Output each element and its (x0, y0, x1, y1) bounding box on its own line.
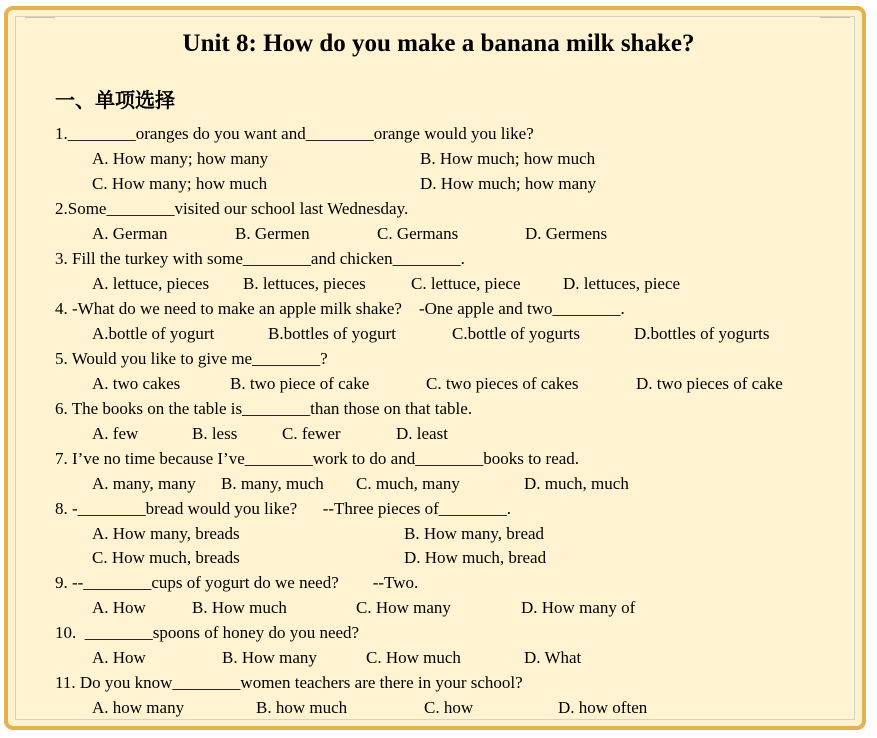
question-stem: 7. I’ve no time because I’ve________work to do and________books to read. (55, 449, 580, 468)
option-d: D. Germens (525, 224, 608, 243)
question-stem: 6. The books on the table is________than those on that table. (55, 399, 473, 418)
option-c: C. lettuce, piece (411, 274, 521, 293)
question-stem: 2.Some________visited our school last Wednesday. (55, 199, 409, 218)
option-d: D.bottles of yogurts (634, 324, 770, 343)
option-a: A. How many; how many (92, 149, 269, 168)
option-a: A. German (92, 224, 168, 243)
option-b: B. less (192, 424, 238, 443)
option-b: B. lettuces, pieces (243, 274, 366, 293)
option-b: B. Germen (235, 224, 310, 243)
option-b: B. how much (256, 698, 348, 717)
option-c: C. How much (366, 648, 461, 667)
question-stem: 5. Would you like to give me________? (55, 349, 328, 368)
option-a: A. few (92, 424, 139, 443)
question-stem: 4. -What do we need to make an apple milk shake? -One apple and two________. (55, 299, 625, 318)
option-d: D. much, much (524, 474, 629, 493)
option-b: B. many, much (221, 474, 324, 493)
option-b: B. How many, bread (404, 524, 545, 543)
option-c: C. much, many (356, 474, 460, 493)
option-c: C. how (424, 698, 474, 717)
option-b: B.bottles of yogurt (268, 324, 396, 343)
option-d: D. How much; how many (420, 174, 597, 193)
question-stem: 10. ________spoons of honey do you need? (55, 623, 360, 642)
question-stem: 9. --________cups of yogurt do we need? --Two. (55, 573, 419, 592)
option-c: C. fewer (282, 424, 341, 443)
section-heading: 一、单项选择 (55, 88, 175, 112)
option-c: C. Germans (377, 224, 459, 243)
option-a: A. How (92, 598, 146, 617)
question-stem: 8. -________bread would you like? --Three pieces of________. (55, 499, 512, 518)
option-b: B. two piece of cake (230, 374, 370, 393)
option-c: C.bottle of yogurts (452, 324, 580, 343)
option-c: C. How much, breads (92, 548, 240, 567)
question-stem: 3. Fill the turkey with some________and chicken________. (55, 249, 465, 268)
question-stem: 11. Do you know________women teachers are there in your school? (55, 673, 523, 692)
option-c: C. How many (356, 598, 451, 617)
option-a: A. How many, breads (92, 524, 240, 543)
option-d: D. How many of (521, 598, 636, 617)
option-d: D. How much, bread (404, 548, 547, 567)
question-stem: 1.________oranges do you want and________orange would you like? (55, 124, 534, 143)
option-a: A. two cakes (92, 374, 181, 393)
option-c: C. How many; how much (92, 174, 268, 193)
option-b: B. How much (192, 598, 287, 617)
option-b: B. How much; how much (420, 149, 596, 168)
option-b: B. How many (222, 648, 317, 667)
option-c: C. two pieces of cakes (426, 374, 579, 393)
option-d: D. least (396, 424, 448, 443)
option-d: D. two pieces of cake (636, 374, 783, 393)
option-a: A. how many (92, 698, 185, 717)
option-a: A. How (92, 648, 146, 667)
option-d: D. lettuces, piece (563, 274, 681, 293)
option-d: D. how often (558, 698, 648, 717)
option-a: A. lettuce, pieces (92, 274, 210, 293)
option-d: D. What (524, 648, 582, 667)
option-a: A.bottle of yogurt (92, 324, 215, 343)
page-title: Unit 8: How do you make a banana milk shake? (182, 30, 695, 57)
option-a: A. many, many (92, 474, 196, 493)
